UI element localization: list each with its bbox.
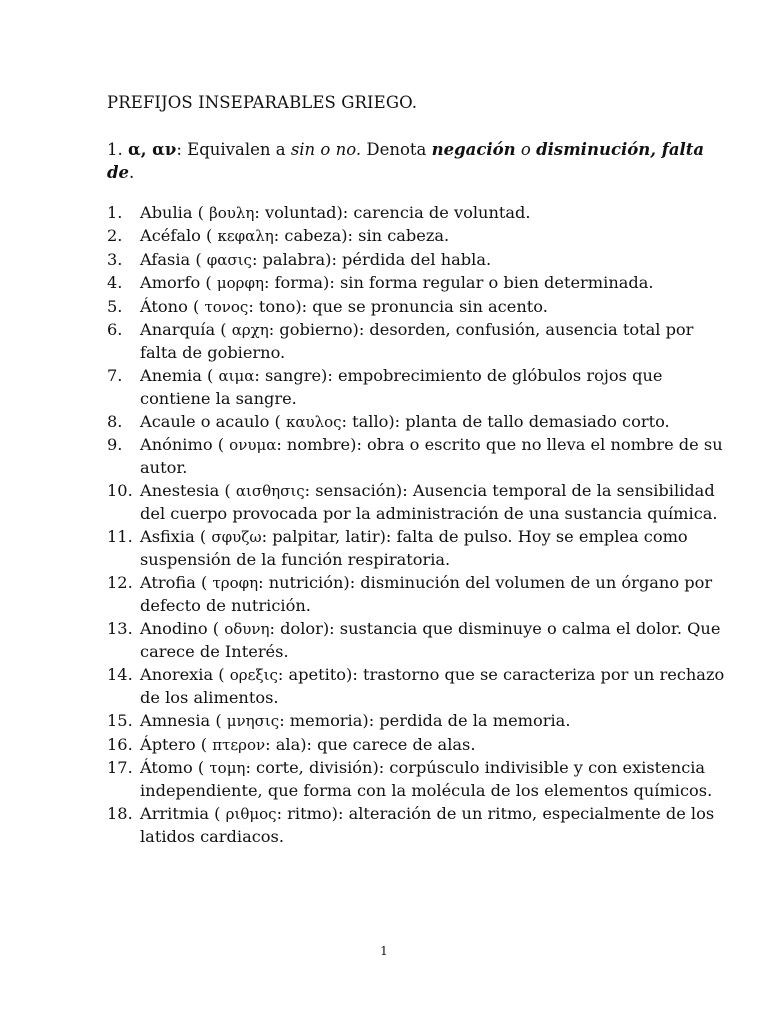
list-item bbox=[0, 202, 768, 225]
entry-definition: : forma): sin forma regular o bien determinada. bbox=[263, 273, 654, 293]
entry-word: Átono ( bbox=[140, 296, 205, 316]
entry-greek-root: καυλος bbox=[285, 412, 342, 431]
entry-word: Átomo ( bbox=[140, 758, 210, 777]
entry-word: Anónimo ( bbox=[140, 435, 230, 455]
entry-number: 9. bbox=[107, 435, 123, 455]
entry-word: Anodino ( bbox=[140, 619, 225, 639]
entry-greek-root: φασις bbox=[206, 250, 252, 269]
entry-definition: : corte, división): corpúsculo indivisible y con existencia independiente, que forma con la molécula de los elementos químicos. bbox=[140, 758, 713, 800]
entry-definition: : nutrición): disminución del volumen de un órgano por defecto de nutrición. bbox=[140, 573, 713, 615]
list-item bbox=[0, 803, 768, 848]
entry-greek-root: βουλη bbox=[209, 204, 255, 222]
entry-definition: : cabeza): sin cabeza. bbox=[273, 226, 450, 246]
heading-number: 1. bbox=[107, 140, 123, 159]
entry-definition: : tono): que se pronuncia sin acento. bbox=[248, 296, 548, 316]
entry-word: Anestesia ( bbox=[140, 481, 236, 501]
entry-number: 16. bbox=[107, 734, 133, 754]
list-item bbox=[0, 664, 768, 709]
entry-word: Acaule o acaulo ( bbox=[140, 411, 286, 431]
entry-number: 15. bbox=[107, 711, 133, 731]
heading-text-1: : Equivalen a bbox=[176, 140, 291, 159]
list-item bbox=[0, 480, 768, 525]
entry-number: 12. bbox=[107, 573, 133, 593]
list-item bbox=[0, 319, 768, 364]
entry-greek-root: αιμα bbox=[218, 366, 255, 385]
entry-number: 13. bbox=[107, 619, 133, 639]
entry-word: Acéfalo ( bbox=[140, 226, 218, 246]
entry-word: Atrofia ( bbox=[140, 573, 213, 593]
entry-number: 7. bbox=[107, 365, 123, 385]
heading-greek-prefix: α, αν bbox=[128, 140, 177, 159]
entry-number: 10. bbox=[107, 481, 133, 501]
entry-greek-root: σφυζω bbox=[211, 528, 262, 547]
list-item bbox=[0, 618, 768, 663]
entry-definition: : sensación): Ausencia temporal de la sensibilidad del cuerpo provocada por la administración de una sustancia química. bbox=[140, 481, 718, 523]
entry-word: Asfixia ( bbox=[140, 527, 212, 547]
heading-bold-negacion: negación bbox=[431, 140, 516, 159]
entry-definition: : palpitar, latir): falta de pulso. Hoy se emplea como suspensión de la función respiratoria. bbox=[140, 527, 688, 569]
entry-definition: : memoria): perdida de la memoria. bbox=[279, 711, 571, 731]
list-item bbox=[0, 734, 768, 757]
entry-number: 11. bbox=[107, 527, 133, 547]
entry-definition: : palabra): pérdida del habla. bbox=[251, 249, 492, 269]
list-item bbox=[0, 710, 768, 733]
list-item bbox=[0, 757, 768, 802]
list-item bbox=[0, 411, 768, 434]
entry-definition: : gobierno): desorden, confusión, ausencia total por falta de gobierno. bbox=[140, 319, 694, 362]
entry-number: 2. bbox=[107, 226, 123, 246]
entry-greek-root: τροφη bbox=[212, 574, 259, 593]
entry-greek-root: αρχη bbox=[231, 320, 269, 339]
entry-word: Anorexia ( bbox=[140, 665, 230, 685]
entry-greek-root: κεφαλη bbox=[217, 227, 274, 246]
entry-word: Amorfo ( bbox=[140, 273, 217, 293]
prefix-heading bbox=[107, 138, 722, 184]
list-item bbox=[0, 225, 768, 248]
entry-number: 18. bbox=[107, 803, 133, 823]
entry-greek-root: πτερον bbox=[212, 735, 266, 754]
page-number: 1 bbox=[380, 944, 388, 958]
list-item bbox=[0, 272, 768, 295]
entry-word: Anemia ( bbox=[140, 365, 219, 385]
list-item bbox=[0, 249, 768, 272]
heading-italic: sin o no. bbox=[290, 140, 362, 159]
entry-number: 5. bbox=[107, 296, 123, 316]
entry-number: 17. bbox=[107, 758, 133, 777]
entry-definition: : ritmo): alteración de un ritmo, especialmente de los latidos cardiacos. bbox=[140, 803, 715, 846]
list-item bbox=[0, 365, 768, 410]
entry-number: 14. bbox=[107, 665, 133, 685]
entry-definition: : tallo): planta de tallo demasiado corto. bbox=[341, 411, 670, 431]
list-item bbox=[0, 572, 768, 617]
entry-word: Afasia ( bbox=[140, 249, 207, 269]
entry-number: 3. bbox=[107, 249, 123, 269]
entry-greek-root: μορφη bbox=[216, 274, 264, 293]
entry-definition: : ala): que carece de alas. bbox=[265, 734, 476, 754]
entry-word: Arritmia ( bbox=[140, 803, 226, 823]
prefix-word-list bbox=[0, 202, 768, 849]
list-item bbox=[0, 434, 768, 479]
heading-italic-o: o bbox=[515, 140, 537, 159]
entry-number: 8. bbox=[107, 411, 123, 431]
entry-word: Anarquía ( bbox=[140, 319, 232, 339]
entry-greek-root: αισθησις bbox=[235, 482, 305, 501]
entry-number: 6. bbox=[107, 319, 123, 339]
heading-end: . bbox=[129, 163, 135, 182]
entry-greek-root: μνησις bbox=[226, 712, 280, 731]
heading-bold-disminucion: disminución, falta de bbox=[107, 140, 705, 182]
entry-number: 4. bbox=[107, 273, 123, 293]
entry-word: Amnesia ( bbox=[140, 711, 227, 731]
entry-greek-root: ριθμος bbox=[225, 804, 277, 823]
entry-greek-root: ονυμα bbox=[229, 436, 277, 455]
entry-definition: : nombre): obra o escrito que no lleva el nombre de su autor. bbox=[140, 435, 723, 477]
entry-word: Áptero ( bbox=[140, 734, 213, 754]
entry-definition: : apetito): trastorno que se caracteriza por un rechazo de los alimentos. bbox=[140, 665, 725, 707]
entry-definition: : voluntad): carencia de voluntad. bbox=[254, 203, 531, 222]
document-title: PREFIJOS INSEPARABLES GRIEGO. bbox=[107, 93, 418, 112]
list-item bbox=[0, 296, 768, 319]
entry-definition: : dolor): sustancia que disminuye o calma el dolor. Que carece de Interés. bbox=[140, 619, 721, 661]
entry-greek-root: ορεξις bbox=[229, 666, 278, 685]
entry-definition: : sangre): empobrecimiento de glóbulos rojos que contiene la sangre. bbox=[140, 365, 663, 408]
entry-number: 1. bbox=[107, 203, 123, 222]
entry-greek-root: τονος bbox=[204, 297, 249, 316]
entry-greek-root: οδυνη bbox=[224, 620, 270, 639]
heading-text-2: Denota bbox=[361, 140, 432, 159]
entry-greek-root: τομη bbox=[209, 759, 246, 777]
list-item bbox=[0, 526, 768, 571]
entry-word: Abulia ( bbox=[140, 203, 210, 222]
